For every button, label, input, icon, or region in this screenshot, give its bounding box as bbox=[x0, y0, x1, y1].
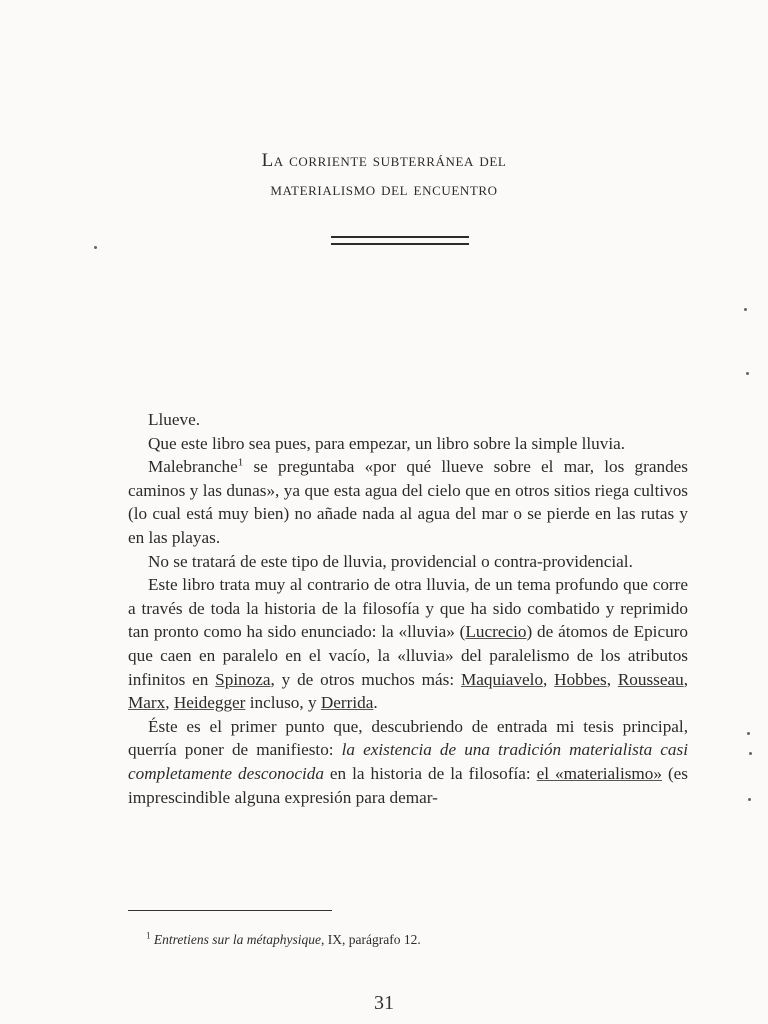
paragraph bbox=[128, 715, 688, 809]
paragraph: Llueve. bbox=[148, 410, 201, 429]
chapter-title bbox=[0, 146, 768, 204]
text-run: . bbox=[373, 693, 378, 713]
footnote-separator bbox=[128, 910, 332, 911]
scan-speck bbox=[746, 372, 749, 375]
scan-speck bbox=[749, 752, 752, 755]
text-run: Malebranche bbox=[148, 457, 238, 477]
text-run: , bbox=[606, 669, 618, 689]
text-run: ) de átomos de Epicuro que caen en paralelo en el vacío, la «lluvia» del paralelismo de los atributos infinitos en bbox=[128, 622, 688, 689]
paragraph bbox=[128, 573, 688, 715]
scan-speck bbox=[94, 246, 97, 249]
text-run: , bbox=[165, 693, 174, 713]
title-ornament-rule bbox=[331, 236, 469, 245]
text-run: se preguntaba «por qué llueve sobre el mar, los grandes caminos y las dunas», ya que esta agua del cielo que en otros sitios riega cultivos (lo cual está muy bien) no añade nada al agua del mar o se pierde en las rutas y en las playas. bbox=[128, 457, 688, 547]
italic-text: la existencia de una tradición materialista casi completamente desconocida bbox=[128, 740, 688, 783]
footnote bbox=[146, 932, 421, 948]
underlined-text: el «materialismo» bbox=[536, 763, 662, 783]
text-run: , y de otros muchos más: bbox=[270, 669, 461, 689]
chapter-title-line-2: materialismo del encuentro bbox=[270, 179, 498, 200]
footnote-marker: 1 bbox=[146, 930, 151, 941]
scan-speck bbox=[747, 732, 750, 735]
underlined-name: Heidegger bbox=[173, 693, 246, 713]
text-run: Éste es el primer punto que, descubriendo de entrada mi tesis principal, querría poner de manifiesto: bbox=[128, 716, 688, 760]
paragraph: No se tratará de este tipo de lluvia, providencial o contra-providencial. bbox=[148, 551, 633, 571]
footnote-reference: 1 bbox=[237, 456, 244, 469]
page-number: 31 bbox=[374, 992, 394, 1014]
underlined-name: Maquiavelo bbox=[460, 669, 544, 689]
footnote-title: Entretiens sur la métaphysique bbox=[153, 932, 321, 947]
text-run: en la historia de la filosofía: bbox=[323, 763, 537, 783]
underlined-name: Spinoza bbox=[215, 669, 271, 689]
text-run: incluso, y bbox=[245, 693, 321, 713]
scan-speck bbox=[744, 308, 747, 311]
text-run: , bbox=[543, 669, 555, 689]
body-text bbox=[128, 408, 688, 809]
underlined-name: Lucrecio bbox=[465, 622, 527, 642]
underlined-name: Hobbes bbox=[554, 669, 607, 689]
scan-speck bbox=[748, 798, 751, 801]
footnote-text: , IX, parágrafo 12. bbox=[320, 932, 421, 947]
underlined-name: Derrida bbox=[320, 693, 374, 713]
paragraph: Que este libro sea pues, para empezar, un libro sobre la simple lluvia. bbox=[148, 433, 626, 453]
text-run: (es imprescindible alguna expresión para demar- bbox=[128, 763, 688, 807]
chapter-title-line-1: La corriente subterránea del bbox=[261, 150, 507, 171]
underlined-name: Rousseau bbox=[617, 669, 684, 689]
underlined-name: Marx bbox=[128, 693, 166, 713]
text-run: , bbox=[683, 669, 688, 689]
paragraph bbox=[128, 455, 688, 549]
text-run: Este libro trata muy al contrario de otra lluvia, de un tema profundo que corre a través de toda la historia de la filosofía y que ha sido combatido y reprimido tan pronto como ha sido enunciado: la «lluvia» ( bbox=[128, 575, 688, 642]
